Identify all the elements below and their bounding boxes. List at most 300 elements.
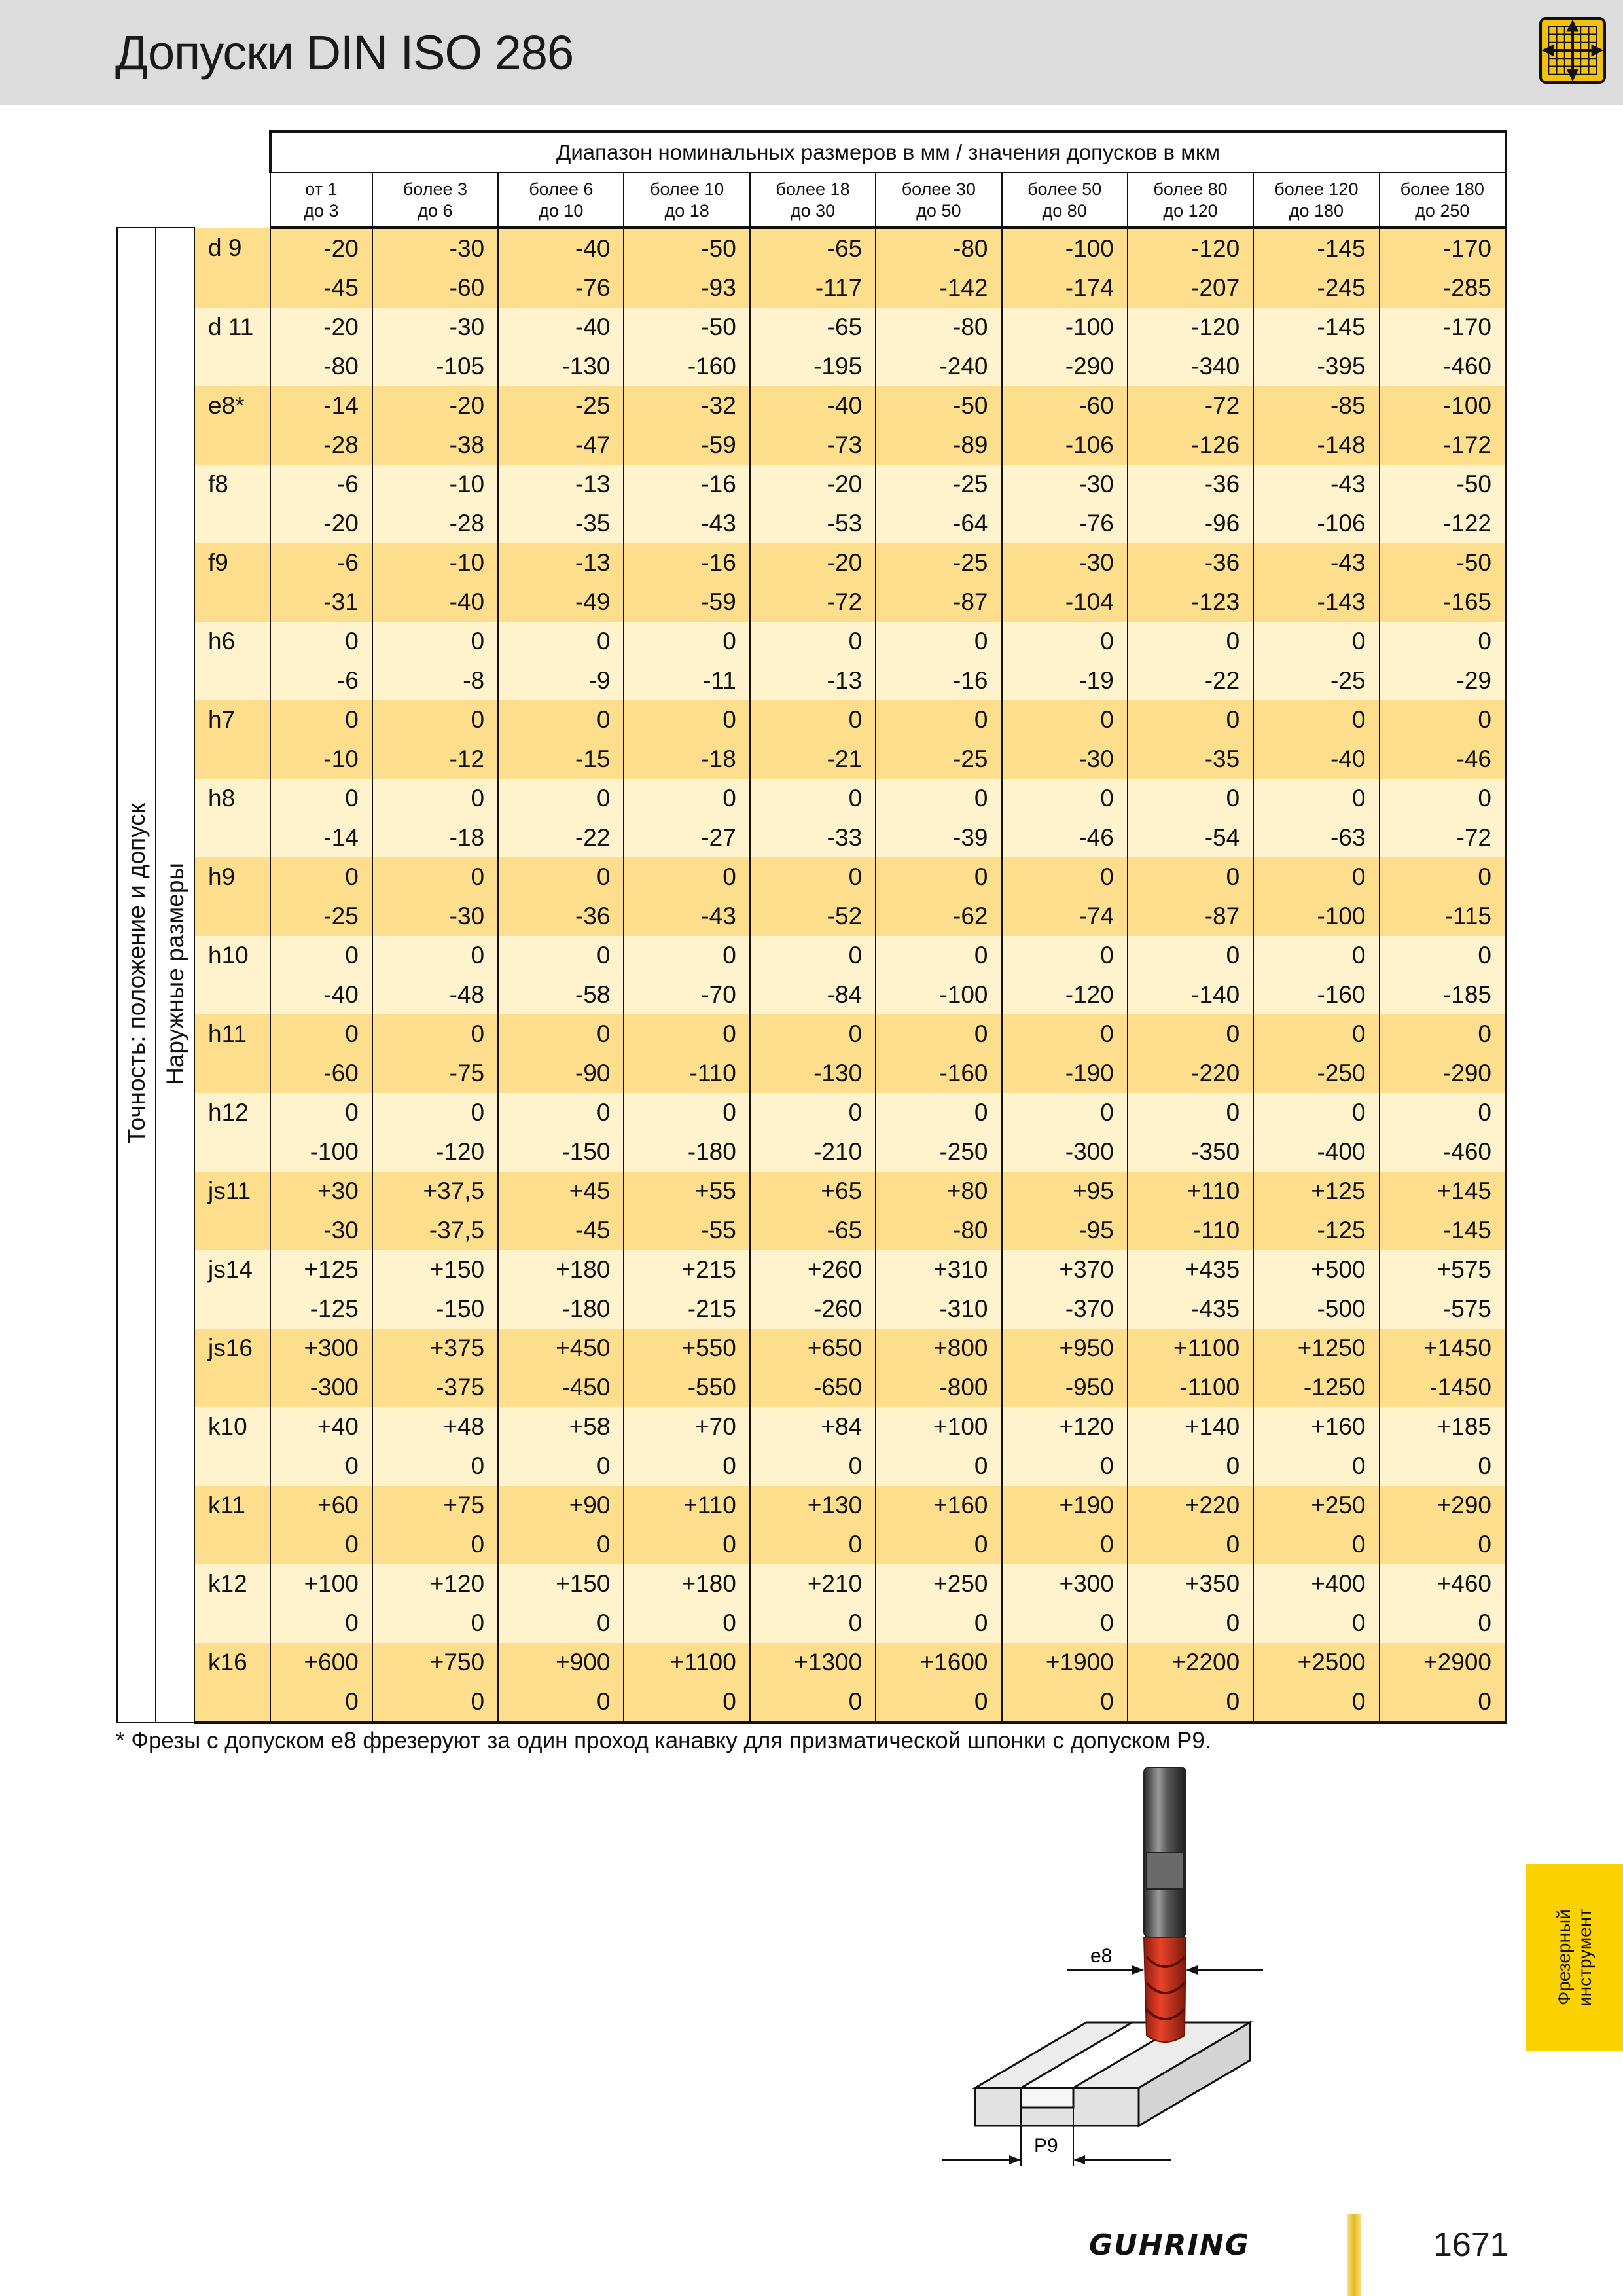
lower-deviation-cell: -45 bbox=[270, 268, 372, 308]
upper-deviation-cell: 0 bbox=[750, 700, 876, 740]
lower-deviation-cell: 0 bbox=[750, 1604, 876, 1643]
upper-deviation-cell: +450 bbox=[498, 1329, 624, 1368]
lower-deviation-cell: -60 bbox=[372, 268, 498, 308]
upper-deviation-cell: +160 bbox=[876, 1486, 1001, 1525]
lower-deviation-cell: -55 bbox=[624, 1211, 749, 1250]
lower-deviation-cell: -46 bbox=[1002, 818, 1128, 857]
tolerance-class-label bbox=[194, 1211, 270, 1250]
column-header-to: до 6 bbox=[418, 200, 453, 221]
upper-deviation-cell: -100 bbox=[1380, 386, 1506, 425]
lower-deviation-cell: 0 bbox=[624, 1682, 749, 1723]
section-tab-line2: инструмент bbox=[1575, 1909, 1595, 2007]
lower-deviation-cell: -20 bbox=[270, 504, 372, 543]
upper-deviation-cell: +310 bbox=[876, 1250, 1001, 1289]
lower-deviation-cell: -35 bbox=[1128, 740, 1253, 779]
table-row bbox=[117, 1407, 1506, 1446]
upper-deviation-cell: -10 bbox=[372, 465, 498, 504]
lower-deviation-cell: -22 bbox=[1128, 661, 1253, 700]
table-row bbox=[117, 818, 1506, 857]
column-header-to: до 3 bbox=[304, 200, 339, 221]
lower-deviation-cell: -25 bbox=[270, 897, 372, 936]
tolerance-class-label bbox=[194, 1446, 270, 1486]
lower-deviation-cell: -300 bbox=[270, 1368, 372, 1407]
upper-deviation-cell: +650 bbox=[750, 1329, 876, 1368]
lower-deviation-cell: -100 bbox=[270, 1132, 372, 1172]
upper-deviation-cell: -25 bbox=[498, 386, 624, 425]
upper-deviation-cell: +800 bbox=[876, 1329, 1001, 1368]
grid-cross-arrows-icon bbox=[1539, 17, 1606, 84]
lower-deviation-cell: 0 bbox=[498, 1682, 624, 1723]
upper-deviation-cell: +30 bbox=[270, 1172, 372, 1211]
upper-deviation-cell: 0 bbox=[498, 700, 624, 740]
lower-deviation-cell: -100 bbox=[1253, 897, 1379, 936]
column-header-to: до 80 bbox=[1042, 200, 1087, 221]
column-header bbox=[1253, 173, 1379, 228]
lower-deviation-cell: -140 bbox=[1128, 975, 1253, 1014]
upper-deviation-cell: 0 bbox=[1253, 779, 1379, 818]
upper-deviation-cell: +215 bbox=[624, 1250, 749, 1289]
upper-deviation-cell: +400 bbox=[1253, 1564, 1379, 1604]
upper-deviation-cell: +375 bbox=[372, 1329, 498, 1368]
lower-deviation-cell: -11 bbox=[624, 661, 749, 700]
table-row bbox=[117, 700, 1506, 740]
lower-deviation-cell: -12 bbox=[372, 740, 498, 779]
page-number: 1671 bbox=[1433, 2226, 1509, 2264]
lower-deviation-cell: -160 bbox=[876, 1054, 1001, 1093]
lower-deviation-cell: -45 bbox=[498, 1211, 624, 1250]
lower-deviation-cell: -207 bbox=[1128, 268, 1253, 308]
lower-deviation-cell: -43 bbox=[624, 504, 749, 543]
lower-deviation-cell: 0 bbox=[1128, 1525, 1253, 1564]
upper-deviation-cell: 0 bbox=[876, 1093, 1001, 1132]
lower-deviation-cell: -240 bbox=[876, 347, 1001, 386]
lower-deviation-cell: 0 bbox=[270, 1604, 372, 1643]
vertical-label-outer bbox=[117, 228, 156, 1723]
lower-deviation-cell: -100 bbox=[876, 975, 1001, 1014]
lower-deviation-cell: -95 bbox=[1002, 1211, 1128, 1250]
upper-deviation-cell: +95 bbox=[1002, 1172, 1128, 1211]
lower-deviation-cell: -96 bbox=[1128, 504, 1253, 543]
lower-deviation-cell: -125 bbox=[1253, 1211, 1379, 1250]
lower-deviation-cell: -650 bbox=[750, 1368, 876, 1407]
lower-deviation-cell: -245 bbox=[1253, 268, 1379, 308]
table-row bbox=[117, 975, 1506, 1014]
tolerance-class-label bbox=[194, 268, 270, 308]
tolerance-class-label: f9 bbox=[194, 543, 270, 583]
lower-deviation-cell: -460 bbox=[1380, 1132, 1506, 1172]
table-row bbox=[117, 583, 1506, 622]
upper-deviation-cell: 0 bbox=[876, 857, 1001, 897]
lower-deviation-cell: -165 bbox=[1380, 583, 1506, 622]
lower-deviation-cell: -16 bbox=[876, 661, 1001, 700]
lower-deviation-cell: 0 bbox=[1002, 1604, 1128, 1643]
upper-deviation-cell: +350 bbox=[1128, 1564, 1253, 1604]
upper-deviation-cell: 0 bbox=[1253, 622, 1379, 661]
lower-deviation-cell: 0 bbox=[1002, 1525, 1128, 1564]
table-row bbox=[117, 1014, 1506, 1054]
tolerance-class-label bbox=[194, 1132, 270, 1172]
lower-deviation-cell: 0 bbox=[1128, 1682, 1253, 1723]
upper-deviation-cell: 0 bbox=[876, 1014, 1001, 1054]
upper-deviation-cell: -40 bbox=[498, 228, 624, 268]
upper-deviation-cell: +145 bbox=[1380, 1172, 1506, 1211]
p9-label: P9 bbox=[1034, 2135, 1058, 2157]
e8-label: e8 bbox=[1090, 1945, 1113, 1967]
page-title: Допуски DIN ISO 286 bbox=[115, 26, 574, 80]
column-header-from: более 10 bbox=[650, 179, 724, 199]
upper-deviation-cell: -100 bbox=[1002, 228, 1128, 268]
lower-deviation-cell: 0 bbox=[876, 1525, 1001, 1564]
upper-deviation-cell: +75 bbox=[372, 1486, 498, 1525]
lower-deviation-cell: -10 bbox=[270, 740, 372, 779]
lower-deviation-cell: -120 bbox=[372, 1132, 498, 1172]
lower-deviation-cell: 0 bbox=[750, 1446, 876, 1486]
table-row bbox=[117, 308, 1506, 347]
column-header bbox=[270, 173, 372, 228]
lower-deviation-cell: -89 bbox=[876, 425, 1001, 465]
upper-deviation-cell: 0 bbox=[750, 1014, 876, 1054]
column-header bbox=[1128, 173, 1253, 228]
upper-deviation-cell: +55 bbox=[624, 1172, 749, 1211]
upper-deviation-cell: -20 bbox=[372, 386, 498, 425]
lower-deviation-cell: 0 bbox=[750, 1525, 876, 1564]
tolerance-class-label: k10 bbox=[194, 1407, 270, 1446]
upper-deviation-cell: -6 bbox=[270, 543, 372, 583]
upper-deviation-cell: 0 bbox=[624, 936, 749, 975]
lower-deviation-cell: -106 bbox=[1002, 425, 1128, 465]
column-header-to: до 10 bbox=[539, 200, 584, 221]
tolerance-class-label: h9 bbox=[194, 857, 270, 897]
tolerance-class-label: js14 bbox=[194, 1250, 270, 1289]
lower-deviation-cell: -38 bbox=[372, 425, 498, 465]
lower-deviation-cell: -104 bbox=[1002, 583, 1128, 622]
upper-deviation-cell: -40 bbox=[750, 386, 876, 425]
lower-deviation-cell: -550 bbox=[624, 1368, 749, 1407]
lower-deviation-cell: -125 bbox=[270, 1289, 372, 1329]
upper-deviation-cell: 0 bbox=[498, 1014, 624, 1054]
table-row bbox=[117, 1132, 1506, 1172]
lower-deviation-cell: 0 bbox=[1128, 1604, 1253, 1643]
upper-deviation-cell: +750 bbox=[372, 1643, 498, 1682]
upper-deviation-cell: +48 bbox=[372, 1407, 498, 1446]
upper-deviation-cell: -170 bbox=[1380, 228, 1506, 268]
lower-deviation-cell: -43 bbox=[624, 897, 749, 936]
lower-deviation-cell: -65 bbox=[750, 1211, 876, 1250]
table-row bbox=[117, 622, 1506, 661]
upper-deviation-cell: 0 bbox=[1002, 1014, 1128, 1054]
upper-deviation-cell: 0 bbox=[1128, 700, 1253, 740]
lower-deviation-cell: -120 bbox=[1002, 975, 1128, 1014]
upper-deviation-cell: +500 bbox=[1253, 1250, 1379, 1289]
upper-deviation-cell: 0 bbox=[750, 936, 876, 975]
upper-deviation-cell: 0 bbox=[270, 779, 372, 818]
lower-deviation-cell: 0 bbox=[1380, 1446, 1506, 1486]
upper-deviation-cell: +90 bbox=[498, 1486, 624, 1525]
lower-deviation-cell: -70 bbox=[624, 975, 749, 1014]
lower-deviation-cell: -58 bbox=[498, 975, 624, 1014]
tolerance-class-label: h8 bbox=[194, 779, 270, 818]
upper-deviation-cell: -25 bbox=[876, 465, 1001, 504]
upper-deviation-cell: -40 bbox=[498, 308, 624, 347]
lower-deviation-cell: -54 bbox=[1128, 818, 1253, 857]
table-row bbox=[117, 543, 1506, 583]
upper-deviation-cell: +125 bbox=[1253, 1172, 1379, 1211]
table-row bbox=[117, 268, 1506, 308]
upper-deviation-cell: 0 bbox=[1380, 622, 1506, 661]
upper-deviation-cell: 0 bbox=[1128, 1014, 1253, 1054]
lower-deviation-cell: 0 bbox=[498, 1604, 624, 1643]
column-header-to: до 50 bbox=[916, 200, 961, 221]
upper-deviation-cell: 0 bbox=[1002, 857, 1128, 897]
upper-deviation-cell: +1100 bbox=[1128, 1329, 1253, 1368]
upper-deviation-cell: -80 bbox=[876, 228, 1001, 268]
column-header-from: от 1 bbox=[305, 179, 338, 199]
table-row bbox=[117, 1643, 1506, 1682]
lower-deviation-cell: 0 bbox=[624, 1525, 749, 1564]
lower-deviation-cell: 0 bbox=[372, 1682, 498, 1723]
column-header bbox=[876, 173, 1001, 228]
upper-deviation-cell: -50 bbox=[624, 308, 749, 347]
lower-deviation-cell: -290 bbox=[1002, 347, 1128, 386]
lower-deviation-cell: -28 bbox=[372, 504, 498, 543]
tolerance-class-label: e8* bbox=[194, 386, 270, 425]
lower-deviation-cell: -210 bbox=[750, 1132, 876, 1172]
upper-deviation-cell: +185 bbox=[1380, 1407, 1506, 1446]
upper-deviation-cell: -100 bbox=[1002, 308, 1128, 347]
lower-deviation-cell: -195 bbox=[750, 347, 876, 386]
upper-deviation-cell: -13 bbox=[498, 465, 624, 504]
lower-deviation-cell: -90 bbox=[498, 1054, 624, 1093]
tolerance-class-label bbox=[194, 1604, 270, 1643]
lower-deviation-cell: -375 bbox=[372, 1368, 498, 1407]
upper-deviation-cell: -20 bbox=[750, 543, 876, 583]
table-row bbox=[117, 1250, 1506, 1289]
lower-deviation-cell: 0 bbox=[1380, 1682, 1506, 1723]
upper-deviation-cell: 0 bbox=[624, 779, 749, 818]
upper-deviation-cell: 0 bbox=[1380, 700, 1506, 740]
lower-deviation-cell: -40 bbox=[270, 975, 372, 1014]
upper-deviation-cell: 0 bbox=[1253, 700, 1379, 740]
lower-deviation-cell: 0 bbox=[876, 1682, 1001, 1723]
lower-deviation-cell: -300 bbox=[1002, 1132, 1128, 1172]
upper-deviation-cell: +600 bbox=[270, 1643, 372, 1682]
column-header bbox=[750, 173, 876, 228]
lower-deviation-cell: -370 bbox=[1002, 1289, 1128, 1329]
lower-deviation-cell: 0 bbox=[1380, 1525, 1506, 1564]
upper-deviation-cell: +2900 bbox=[1380, 1643, 1506, 1682]
lower-deviation-cell: -310 bbox=[876, 1289, 1001, 1329]
lower-deviation-cell: -63 bbox=[1253, 818, 1379, 857]
table-row bbox=[117, 386, 1506, 425]
upper-deviation-cell: +460 bbox=[1380, 1564, 1506, 1604]
upper-deviation-cell: -80 bbox=[876, 308, 1001, 347]
section-tab[interactable] bbox=[1526, 1864, 1623, 2051]
table-row bbox=[117, 1368, 1506, 1407]
lower-deviation-cell: -9 bbox=[498, 661, 624, 700]
table-row bbox=[117, 1564, 1506, 1604]
upper-deviation-cell: -65 bbox=[750, 228, 876, 268]
tolerance-class-label bbox=[194, 1054, 270, 1093]
upper-deviation-cell: -20 bbox=[270, 308, 372, 347]
lower-deviation-cell: 0 bbox=[270, 1682, 372, 1723]
lower-deviation-cell: -950 bbox=[1002, 1368, 1128, 1407]
column-header-from: более 50 bbox=[1027, 179, 1102, 199]
lower-deviation-cell: -460 bbox=[1380, 347, 1506, 386]
lower-deviation-cell: -250 bbox=[1253, 1054, 1379, 1093]
lower-deviation-cell: 0 bbox=[1253, 1604, 1379, 1643]
tolerance-class-label bbox=[194, 661, 270, 700]
upper-deviation-cell: +250 bbox=[1253, 1486, 1379, 1525]
lower-deviation-cell: -110 bbox=[624, 1054, 749, 1093]
milling-cutter-diagram bbox=[936, 1761, 1289, 2179]
table-row bbox=[117, 779, 1506, 818]
upper-deviation-cell: -50 bbox=[1380, 465, 1506, 504]
upper-deviation-cell: 0 bbox=[1380, 857, 1506, 897]
upper-deviation-cell: -43 bbox=[1253, 543, 1379, 583]
lower-deviation-cell: 0 bbox=[624, 1604, 749, 1643]
upper-deviation-cell: +1300 bbox=[750, 1643, 876, 1682]
lower-deviation-cell: -87 bbox=[876, 583, 1001, 622]
upper-deviation-cell: +1900 bbox=[1002, 1643, 1128, 1682]
column-header-from: более 120 bbox=[1274, 179, 1359, 199]
upper-deviation-cell: 0 bbox=[624, 700, 749, 740]
lower-deviation-cell: 0 bbox=[624, 1446, 749, 1486]
upper-deviation-cell: +150 bbox=[498, 1564, 624, 1604]
upper-deviation-cell: +37,5 bbox=[372, 1172, 498, 1211]
upper-deviation-cell: 0 bbox=[1128, 622, 1253, 661]
upper-deviation-cell: 0 bbox=[498, 779, 624, 818]
lower-deviation-cell: -25 bbox=[876, 740, 1001, 779]
table-row bbox=[117, 504, 1506, 543]
column-header bbox=[624, 173, 749, 228]
vertical-label-inner-text: Наружные размеры bbox=[161, 862, 188, 1085]
upper-deviation-cell: +550 bbox=[624, 1329, 749, 1368]
tolerance-class-label bbox=[194, 1525, 270, 1564]
upper-deviation-cell: 0 bbox=[1002, 700, 1128, 740]
upper-deviation-cell: +120 bbox=[372, 1564, 498, 1604]
upper-deviation-cell: 0 bbox=[1128, 1093, 1253, 1132]
tolerance-class-label bbox=[194, 583, 270, 622]
lower-deviation-cell: -27 bbox=[624, 818, 749, 857]
lower-deviation-cell: -30 bbox=[1002, 740, 1128, 779]
upper-deviation-cell: 0 bbox=[876, 779, 1001, 818]
lower-deviation-cell: -48 bbox=[372, 975, 498, 1014]
upper-deviation-cell: +370 bbox=[1002, 1250, 1128, 1289]
lower-deviation-cell: 0 bbox=[270, 1446, 372, 1486]
table-row bbox=[117, 740, 1506, 779]
upper-deviation-cell: -50 bbox=[624, 228, 749, 268]
upper-deviation-cell: -13 bbox=[498, 543, 624, 583]
upper-deviation-cell: 0 bbox=[498, 936, 624, 975]
lower-deviation-cell: 0 bbox=[876, 1446, 1001, 1486]
tolerance-class-label: h7 bbox=[194, 700, 270, 740]
lower-deviation-cell: -290 bbox=[1380, 1054, 1506, 1093]
lower-deviation-cell: -40 bbox=[1253, 740, 1379, 779]
lower-deviation-cell: -18 bbox=[624, 740, 749, 779]
lower-deviation-cell: -172 bbox=[1380, 425, 1506, 465]
table-row bbox=[117, 1211, 1506, 1250]
upper-deviation-cell: +260 bbox=[750, 1250, 876, 1289]
table-row bbox=[117, 1172, 1506, 1211]
column-header-from: более 6 bbox=[529, 179, 594, 199]
lower-deviation-cell: 0 bbox=[270, 1525, 372, 1564]
upper-deviation-cell: 0 bbox=[624, 1014, 749, 1054]
upper-deviation-cell: 0 bbox=[372, 936, 498, 975]
upper-deviation-cell: 0 bbox=[1002, 779, 1128, 818]
lower-deviation-cell: -35 bbox=[498, 504, 624, 543]
upper-deviation-cell: -50 bbox=[1380, 543, 1506, 583]
upper-deviation-cell: +2200 bbox=[1128, 1643, 1253, 1682]
tolerance-class-label bbox=[194, 1289, 270, 1329]
tolerance-class-label: js11 bbox=[194, 1172, 270, 1211]
upper-deviation-cell: -43 bbox=[1253, 465, 1379, 504]
upper-deviation-cell: +130 bbox=[750, 1486, 876, 1525]
lower-deviation-cell: -122 bbox=[1380, 504, 1506, 543]
tolerance-class-label: h11 bbox=[194, 1014, 270, 1054]
table-row bbox=[117, 228, 1506, 268]
tolerance-table bbox=[116, 130, 1507, 1724]
upper-deviation-cell: 0 bbox=[498, 1093, 624, 1132]
lower-deviation-cell: -1450 bbox=[1380, 1368, 1506, 1407]
lower-deviation-cell: -130 bbox=[750, 1054, 876, 1093]
column-header-to: до 18 bbox=[664, 200, 709, 221]
lower-deviation-cell: -142 bbox=[876, 268, 1001, 308]
lower-deviation-cell: -1250 bbox=[1253, 1368, 1379, 1407]
lower-deviation-cell: -13 bbox=[750, 661, 876, 700]
lower-deviation-cell: -36 bbox=[498, 897, 624, 936]
upper-deviation-cell: 0 bbox=[1380, 936, 1506, 975]
lower-deviation-cell: 0 bbox=[372, 1604, 498, 1643]
lower-deviation-cell: -72 bbox=[1380, 818, 1506, 857]
upper-deviation-cell: 0 bbox=[270, 857, 372, 897]
table-row bbox=[117, 1289, 1506, 1329]
upper-deviation-cell: 0 bbox=[498, 622, 624, 661]
lower-deviation-cell: -260 bbox=[750, 1289, 876, 1329]
lower-deviation-cell: -130 bbox=[498, 347, 624, 386]
lower-deviation-cell: -143 bbox=[1253, 583, 1379, 622]
lower-deviation-cell: 0 bbox=[372, 1525, 498, 1564]
upper-deviation-cell: -16 bbox=[624, 543, 749, 583]
column-header-to: до 250 bbox=[1415, 200, 1470, 221]
lower-deviation-cell: -76 bbox=[1002, 504, 1128, 543]
lower-deviation-cell: -47 bbox=[498, 425, 624, 465]
lower-deviation-cell: -145 bbox=[1380, 1211, 1506, 1250]
lower-deviation-cell: 0 bbox=[1002, 1682, 1128, 1723]
table-corner bbox=[117, 132, 270, 173]
tolerance-class-label bbox=[194, 425, 270, 465]
upper-deviation-cell: 0 bbox=[1002, 1093, 1128, 1132]
lower-deviation-cell: -37,5 bbox=[372, 1211, 498, 1250]
upper-deviation-cell: +100 bbox=[270, 1564, 372, 1604]
lower-deviation-cell: -25 bbox=[1253, 661, 1379, 700]
lower-deviation-cell: -21 bbox=[750, 740, 876, 779]
lower-deviation-cell: -215 bbox=[624, 1289, 749, 1329]
upper-deviation-cell: -72 bbox=[1128, 386, 1253, 425]
upper-deviation-cell: -16 bbox=[624, 465, 749, 504]
column-header bbox=[1002, 173, 1128, 228]
upper-deviation-cell: +180 bbox=[498, 1250, 624, 1289]
lower-deviation-cell: -8 bbox=[372, 661, 498, 700]
table-row bbox=[117, 347, 1506, 386]
upper-deviation-cell: 0 bbox=[1380, 1093, 1506, 1132]
lower-deviation-cell: -575 bbox=[1380, 1289, 1506, 1329]
tolerance-class-label: js16 bbox=[194, 1329, 270, 1368]
lower-deviation-cell: -250 bbox=[876, 1132, 1001, 1172]
tolerance-class-label: h12 bbox=[194, 1093, 270, 1132]
upper-deviation-cell: -20 bbox=[270, 228, 372, 268]
upper-deviation-cell: -145 bbox=[1253, 308, 1379, 347]
lower-deviation-cell: -395 bbox=[1253, 347, 1379, 386]
